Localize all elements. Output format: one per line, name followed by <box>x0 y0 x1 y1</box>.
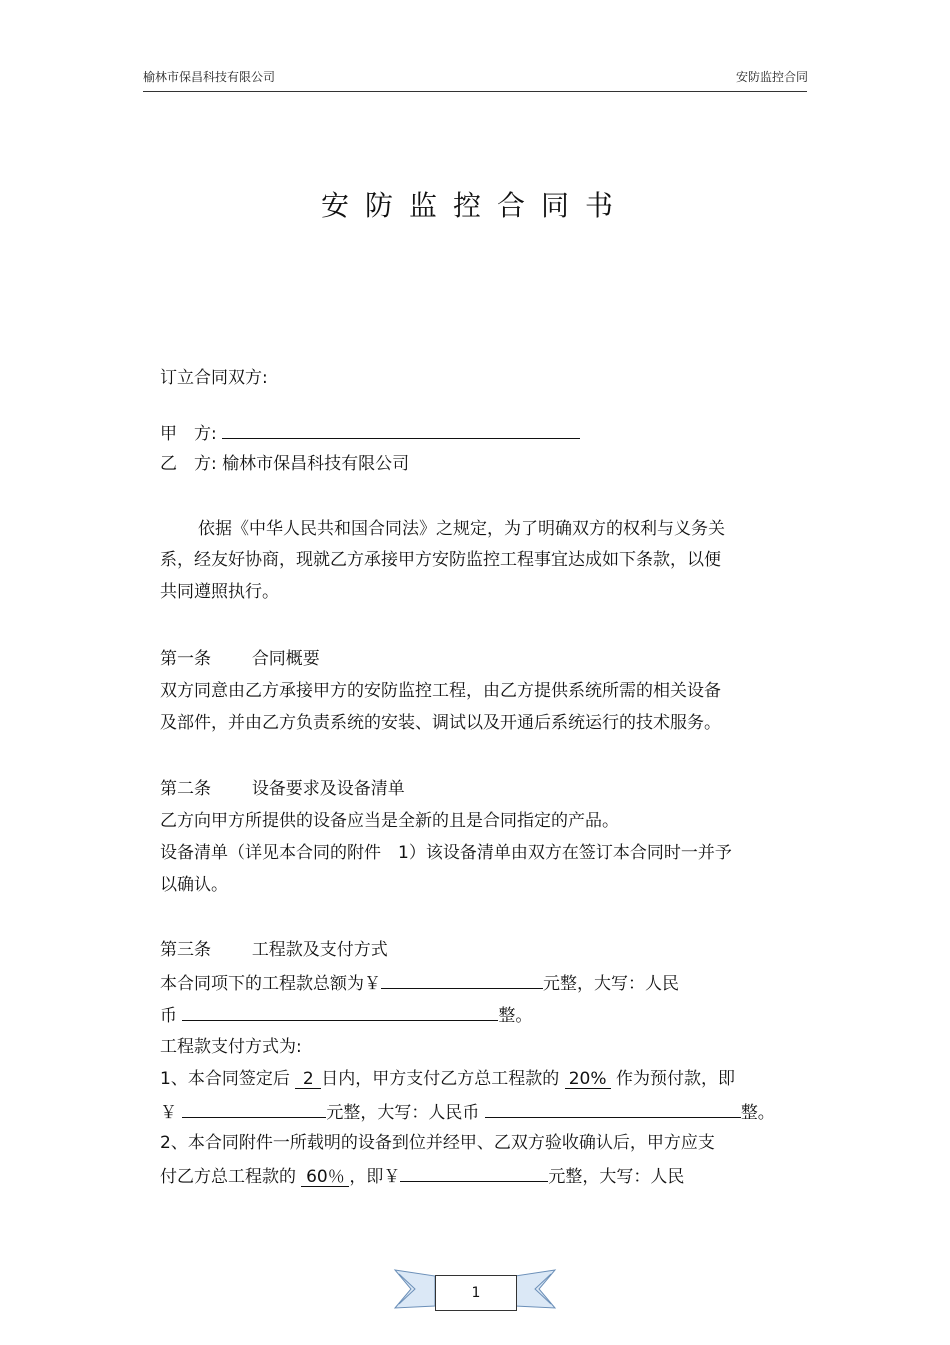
item2-amount-blank[interactable] <box>400 1163 548 1182</box>
party-a-label: 甲 方: <box>160 424 217 444</box>
item1-percent[interactable]: 20% <box>565 1070 611 1089</box>
article2-number: 第二条 <box>160 779 211 799</box>
article1-title: 合同概要 <box>251 649 320 669</box>
article1-line-2: 及部件，并由乙方负责系统的安装、调试以及开通后系统运行的技术服务。 <box>160 713 721 733</box>
item1-yen: ￥ <box>160 1103 177 1123</box>
article1-number: 第一条 <box>160 649 211 669</box>
contract-title: 安防监控合同书 <box>320 189 629 222</box>
item2-text-1: 付乙方总工程款的 <box>160 1167 296 1187</box>
article2-line-1: 乙方向甲方所提供的设备应当是全新的且是合同指定的产品。 <box>160 811 619 831</box>
total-words-blank[interactable] <box>182 1002 498 1021</box>
parties-intro: 订立合同双方: <box>160 368 268 388</box>
party-a-blank[interactable] <box>222 420 580 439</box>
article2-heading <box>160 777 405 801</box>
party-b-name: 榆林市保昌科技有限公司 <box>222 454 410 474</box>
header-company: 榆林市保昌科技有限公司 <box>143 70 276 84</box>
total-amount-blank[interactable] <box>381 970 543 989</box>
item1-text-3: 作为预付款，即 <box>616 1069 736 1089</box>
preamble-line-1: 依据《中华人民共和国合同法》之规定，为了明确双方的权利与义务关 <box>198 519 725 539</box>
page-number: 1 <box>435 1275 517 1311</box>
total-amount-line <box>160 970 679 996</box>
preamble-line-3: 共同遵照执行。 <box>160 582 279 602</box>
whole-label: 整。 <box>498 1006 533 1026</box>
article1-line-1: 双方同意由乙方承接甲方的安防监控工程，由乙方提供系统所需的相关设备 <box>160 681 721 701</box>
item1-days[interactable]: 2 <box>295 1070 321 1089</box>
party-a-line <box>160 420 580 446</box>
item2-text-3: 元整，大写：人民 <box>548 1167 685 1187</box>
item2-percent[interactable]: 60％ <box>301 1168 349 1187</box>
header-rule <box>143 91 807 92</box>
rmb-label: 币 <box>160 1006 177 1026</box>
total-suffix: 元整，大写：人民 <box>543 974 679 994</box>
payment-item-2-line-1: 2、本合同附件一所载明的设备到位并经甲、乙双方验收确认后，甲方应支 <box>160 1133 715 1153</box>
item1-text-2: 日内，甲方支付乙方总工程款的 <box>321 1069 560 1089</box>
item1-amount-blank[interactable] <box>182 1099 326 1118</box>
payment-item-1 <box>160 1067 735 1091</box>
item1-text-4: 元整，大写：人民币 <box>326 1103 480 1123</box>
article3-title: 工程款及支付方式 <box>251 940 388 960</box>
item1-text-1: 1、本合同签定后 <box>160 1069 290 1089</box>
party-b-label: 乙 方: <box>160 454 217 474</box>
payment-item-1-amount <box>160 1099 775 1125</box>
article3-heading <box>160 938 388 962</box>
party-b-line <box>160 452 409 476</box>
article3-number: 第三条 <box>160 940 211 960</box>
article1-heading <box>160 647 320 671</box>
article2-line-3: 以确认。 <box>160 875 228 895</box>
preamble-line-2: 系，经友好协商，现就乙方承接甲方安防监控工程事宜达成如下条款，以便 <box>160 550 721 570</box>
item1-text-5: 整。 <box>740 1103 775 1123</box>
item1-words-blank[interactable] <box>485 1099 741 1118</box>
total-words-line <box>160 1002 532 1028</box>
payment-intro: 工程款支付方式为: <box>160 1037 302 1057</box>
payment-item-2-line-2 <box>160 1163 684 1189</box>
item2-text-2: ，即￥ <box>349 1167 401 1187</box>
total-prefix: 本合同项下的工程款总额为￥ <box>160 974 381 994</box>
header-doc-name: 安防监控合同 <box>735 70 808 84</box>
article2-title: 设备要求及设备清单 <box>251 779 405 799</box>
article2-line-2: 设备清单（详见本合同的附件 1）该设备清单由双方在签订本合同时一并予 <box>160 843 732 863</box>
